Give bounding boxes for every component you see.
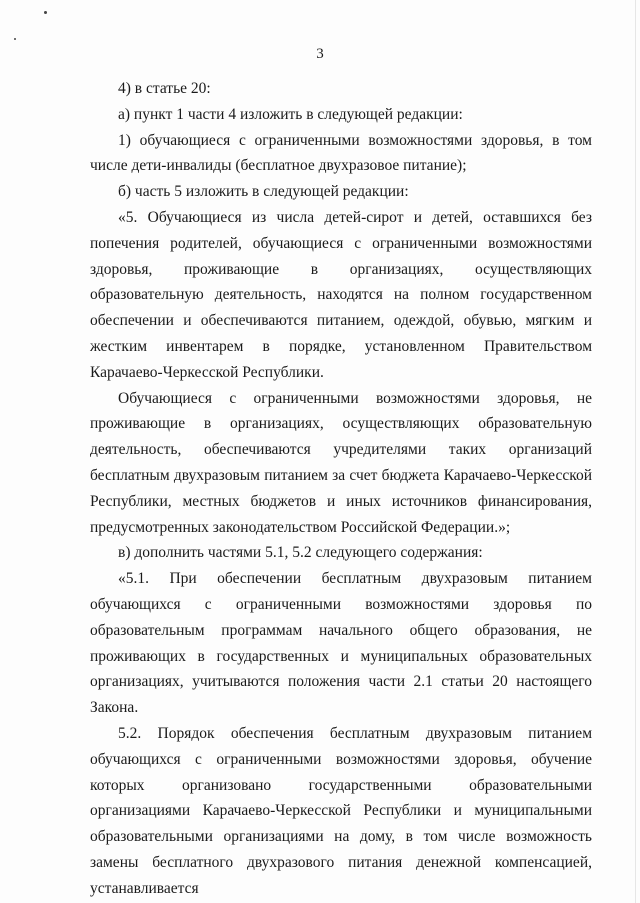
page-edge: [635, 0, 636, 903]
paragraph-part-5-cont: Обучающиеся с ограниченными возможностями здоровья, не проживающие в организациях, осуществляющих образовательную деятельность, обеспечиваются учредителями таких организаций бесплатным двухразовым питанием за счет бюджета Карачаево-Черкесской Республики, местных бюджетов и иных источников финансирования, предусмотренных законодательством Российской Федерации.»;: [90, 389, 592, 536]
document-body: [90, 76, 592, 902]
paragraph-article-20: 4) в статье 20:: [118, 80, 211, 97]
scan-speck: [14, 38, 16, 40]
paragraph-part-5-1: «5.1. При обеспечении бесплатным двухразовым питанием обучающихся с ограниченными возможностями здоровья по образовательным программам начального общего образования, не проживающих в государственных и муниципальных образовательных организациях, учитываются положения части 2.1 статьи 20 настоящего Закона.: [90, 570, 592, 717]
paragraph-item-v: в) дополнить частями 5.1, 5.2 следующего содержания:: [118, 544, 483, 562]
paragraph-point-1: 1) обучающиеся с ограниченными возможностями здоровья, в том числе дети-инвалиды (бесплатное двухразовое питание);: [90, 131, 592, 175]
paragraph-item-a: а) пункт 1 части 4 изложить в следующей редакции:: [118, 105, 463, 123]
page-number: 3: [316, 46, 324, 62]
paragraph-part-5-2: 5.2. Порядок обеспечения бесплатным двухразовым питанием обучающихся с ограниченными возможностями здоровья, обучение которых организовано государственными образовательными организациями Карачаево-Черкесской Республики и муниципальными образовательными организациями на дому, в том числе возможность замены бесплатного двухразового питания денежной компенсацией, устанавливается: [90, 724, 592, 897]
paragraph-part-5: «5. Обучающиеся из числа детей-сирот и детей, оставшихся без попечения родителей, обучающиеся с ограниченными возможностями здоровья, проживающие в организациях, осуществляющих образовательную деятельность, находятся на полном государственном обеспечении и обеспечиваются питанием, одеждой, обувью, мягким и жестким инвентарем в порядке, установленном Правительством Карачаево-Черкесской Республики.: [90, 208, 592, 381]
paragraph-item-b: б) часть 5 изложить в следующей редакции:: [118, 183, 409, 201]
scan-speck: [44, 11, 47, 14]
